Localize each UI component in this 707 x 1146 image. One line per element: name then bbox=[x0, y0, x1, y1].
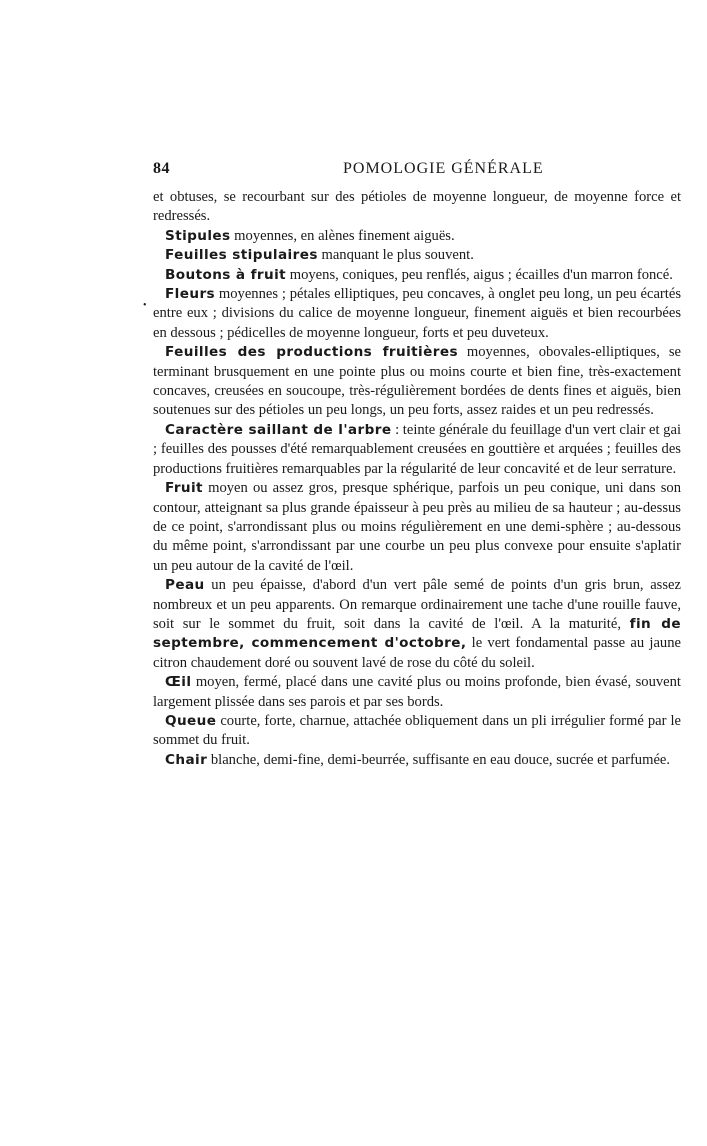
term-queue: Queue bbox=[165, 712, 217, 729]
paragraph-stipules bbox=[153, 227, 681, 246]
paragraph-text: courte, forte, charnue, attachée obliquement dans un pli irrégulier formé par le sommet du fruit. bbox=[153, 712, 681, 749]
paragraph-peau bbox=[153, 576, 681, 673]
paragraph-text: manquant le plus souvent. bbox=[317, 247, 474, 264]
paragraph-text: moyennes, obovales-elliptiques, se terminant brusquement en une pointe plus ou moins courte et bien fine, très-exactement concaves, creusées en soucoupe, très-régulièrement bordées de dents fines et aiguës, bien soutenues sur des pétioles un peu longs, un peu forts, assez raides et un peu redressés. bbox=[153, 344, 681, 419]
term-chair: Chair bbox=[165, 751, 208, 768]
paragraph-fruit bbox=[153, 479, 681, 576]
running-title: POMOLOGIE GÉNÉRALE bbox=[343, 160, 544, 177]
paragraph-text: moyens, coniques, peu renflés, aigus ; écailles d'un marron foncé. bbox=[286, 266, 673, 283]
page-number: 84 bbox=[153, 160, 170, 177]
term-peau: Peau bbox=[165, 577, 205, 594]
paragraph-fleurs bbox=[153, 285, 681, 343]
paragraph-feuilles-productions bbox=[153, 343, 681, 421]
paragraph-continuation bbox=[153, 188, 681, 227]
paragraph-text: moyennes, en alènes finement aiguës. bbox=[230, 227, 455, 244]
term-feuilles-productions: Feuilles des productions fruitières bbox=[165, 344, 458, 361]
body-text bbox=[153, 188, 681, 770]
term-fleurs: Fleurs bbox=[165, 286, 216, 303]
term-boutons-a-fruit: Boutons à fruit bbox=[165, 266, 287, 283]
term-feuilles-stipulaires: Feuilles stipulaires bbox=[165, 247, 318, 264]
margin-mark: • bbox=[143, 300, 147, 311]
paragraph-caractere bbox=[153, 421, 681, 479]
term-maturite: fin de septembre, commencement d'octobre, bbox=[153, 615, 681, 652]
paragraph-text: le vert fondamental passe au jaune citron chaudement doré ou souvent lavé de rose du côté du soleil. bbox=[153, 635, 681, 671]
term-caractere-saillant: Caractère saillant de l'arbre bbox=[165, 421, 392, 438]
paragraph-text: blanche, demi-fine, demi-beurrée, suffisante en eau douce, sucrée et parfumée. bbox=[207, 751, 671, 768]
paragraph-text: moyennes ; pétales elliptiques, peu concaves, à onglet peu long, un peu écartés entre eux ; divisions du calice de moyenne longueur, finement aiguës et bien recourbées en dessous ; pédicelles de moyenne longueur, forts et peu duveteux. bbox=[153, 286, 681, 341]
term-fruit: Fruit bbox=[165, 480, 203, 497]
paragraph-chair bbox=[153, 751, 681, 770]
paragraph-queue bbox=[153, 712, 681, 751]
paragraph-boutons bbox=[153, 266, 681, 285]
paragraph-text: : teinte générale du feuillage d'un vert clair et gai ; feuilles des pousses d'été remarquablement creusées en gouttière et arquées ; feuilles des productions fruitières remarquables par la régularité de leur concavité et de leur serrature. bbox=[153, 421, 681, 477]
paragraph-text: moyen ou assez gros, presque sphérique, parfois un peu conique, uni dans son contour, atteignant sa plus grande épaisseur à peu près au milieu de sa hauteur ; au-dessus de ce point, s'arrondissant plus ou moins régulièrement en une demi-sphère ; au-dessous du même point, s'arrondissant par une courbe un peu plus convexe pour ensuite s'aplatir un peu autour de la cavité de l'œil. bbox=[153, 480, 681, 574]
page-header bbox=[153, 160, 681, 184]
paragraph-text: un peu épaisse, d'abord d'un vert pâle semé de points d'un gris brun, assez nombreux et un peu apparents. On remarque ordinairement une tache d'une rouille fauve, soit sur le sommet du fruit, soit dans la cavité de l'œil. A la maturité, bbox=[153, 577, 681, 632]
term-oeil: Œil bbox=[165, 674, 192, 691]
term-stipules: Stipules bbox=[165, 227, 231, 244]
paragraph-oeil bbox=[153, 673, 681, 712]
paragraph-text: et obtuses, se recourbant sur des pétioles de moyenne longueur, de moyenne force et redressés. bbox=[153, 189, 681, 225]
paragraph-feuilles-stipulaires bbox=[153, 246, 681, 265]
paragraph-text: moyen, fermé, placé dans une cavité plus ou moins profonde, bien évasé, souvent largement plissée dans ses parois et par ses bords. bbox=[153, 674, 681, 710]
